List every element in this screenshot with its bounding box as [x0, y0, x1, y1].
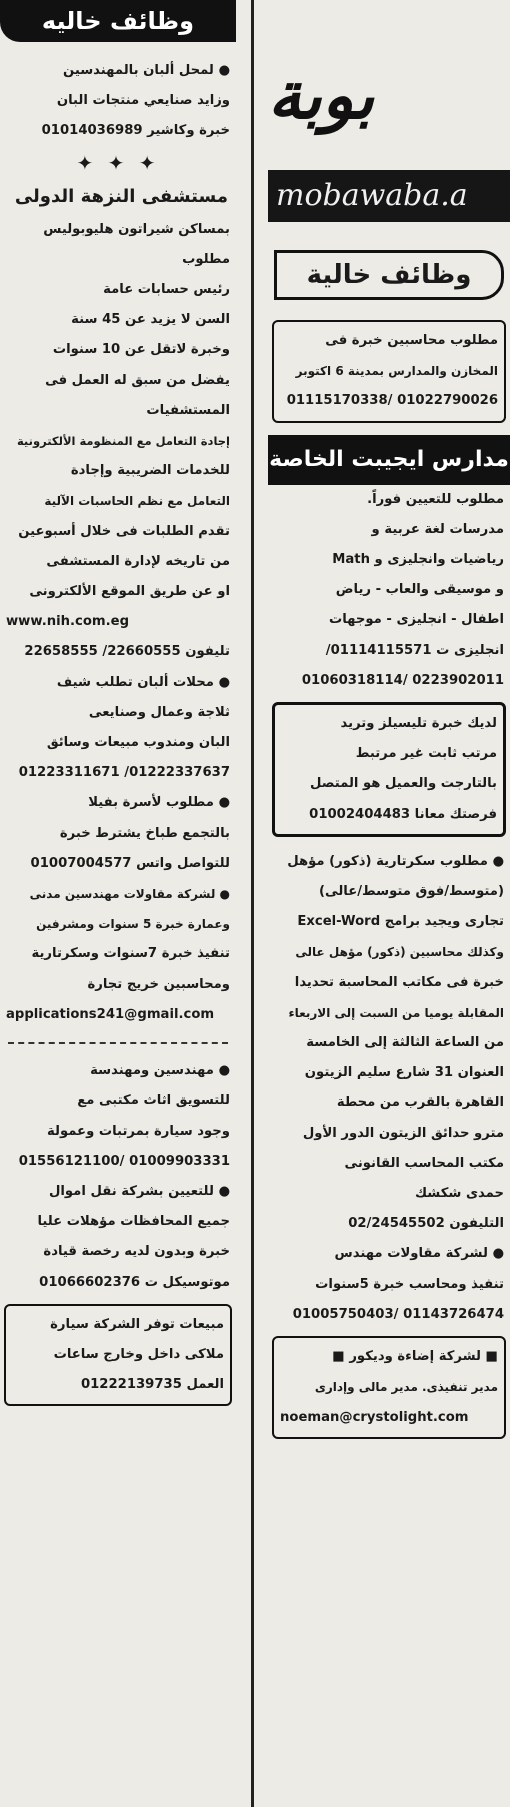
ad-dairy-shops: [0, 668, 236, 789]
contracting-email-link[interactable]: applications241@gmail.com: [6, 1006, 215, 1022]
column-2-header: وظائف خالية: [274, 250, 504, 300]
ad-line: مدرسات لغة عربية و: [371, 521, 504, 537]
ad-line: ■ لشركة إضاءة وديكور ■: [332, 1349, 498, 1365]
classifieds-column-2: [268, 250, 510, 1807]
ad-line: بالتارجت والعميل هو المتصل: [309, 776, 497, 792]
ad-line: مكتب المحاسب القانونى: [344, 1155, 504, 1171]
ad-hospital: [0, 179, 236, 668]
ad-line: وجود سيارة بمرتبات وعمولة: [47, 1123, 230, 1139]
ad-line: العنوان 31 شارع سليم الزيتون: [304, 1065, 504, 1081]
ad-line: وزايد صنايعي منتجات البان: [56, 93, 230, 109]
ad-line: رياضيات وانجليزى و Math: [332, 552, 504, 568]
ad-contracting: [0, 879, 236, 1030]
ad-line: التعامل مع نظم الحاسبات الآلية: [44, 494, 230, 509]
ad-line: من تاريخه لإدارة المستشفى: [46, 553, 230, 569]
ad-line: موتوسيكل ت 01066602376: [39, 1274, 230, 1290]
ad-line: 01222337637/ 01223311671: [18, 765, 230, 781]
ad-line: وكذلك محاسبين (ذكور) مؤهل عالى: [295, 945, 504, 960]
ad-line: يفضل من سبق له العمل فى: [45, 372, 230, 388]
ad-lighting-box: [272, 1336, 506, 1439]
ad-line: خبرة وكاشير 01014036989: [41, 123, 230, 139]
ad-line: البان ومندوب مبيعات وسائق: [46, 735, 230, 751]
ad-line: حمدى شكشك: [415, 1186, 504, 1202]
schools-header: مدارس ايجيبت الخاصة: [268, 435, 510, 485]
masthead-url[interactable]: mobawaba.a: [268, 170, 510, 222]
ad-line: رئيس حسابات عامة: [103, 282, 230, 298]
masthead-logo: بوبة: [268, 56, 375, 134]
ad-line: التليفون 02/24545502: [348, 1216, 504, 1232]
ad-line: وعمارة خبرة 5 سنوات ومشرفين: [36, 917, 230, 932]
ad-line: مطلوب: [182, 251, 230, 267]
ad-line: ● مهندسين ومهندسة: [90, 1063, 230, 1079]
ad-line: خبرة وبدون لديه رخصة قيادة: [43, 1244, 230, 1260]
ad-line: للتواصل واتس 01007004577: [30, 855, 230, 871]
ad-line: مرتب ثابت غير مرتبط: [355, 746, 497, 762]
hospital-website-link[interactable]: www.nih.com.eg: [6, 614, 130, 630]
ad-line: من الساعة الثالثة إلى الخامسة: [306, 1035, 504, 1051]
ad-line: تنفيذ خبرة 7سنوات وسكرتارية: [31, 946, 230, 962]
ad-line: جميع المحافظات مؤهلات عليا: [37, 1214, 230, 1230]
ad-line: لديك خبرة تليسيلز وتريد: [340, 716, 497, 732]
ad-line: اطفال - انجليزى - موجهات: [328, 612, 504, 628]
ad-line: ● لشركة مقاولات مهندسين مدنى: [29, 887, 230, 902]
ad-line: العمل 01222139735: [80, 1377, 224, 1393]
classifieds-column-1: [0, 0, 236, 1807]
ad-line: المخازن والمدارس بمدينة 6 اكتوبر: [295, 364, 498, 379]
ad-line: للتسويق اثاث مكتبى مع: [77, 1093, 230, 1109]
ad-line: انجليزى ت 01114115571/: [325, 642, 504, 658]
ad-line: ومحاسبين خريج تجارة: [87, 976, 230, 992]
ad-line: مترو حدائق الزيتون الدور الأول: [302, 1125, 504, 1141]
ad-line: تجارى ويجيد برامج Excel-Word: [297, 914, 504, 930]
ad-accountants-october: [272, 320, 506, 423]
ad-line: ● مطلوب سكرتارية (ذكور) مؤهل: [287, 853, 504, 869]
star-divider: ✦ ✦ ✦: [76, 150, 160, 175]
ad-line: مطلوب للتعيين فوراً.: [367, 491, 504, 507]
ad-secretary-accountants: [268, 847, 510, 1240]
hospital-title: مستشفى النزهة الدولى: [14, 185, 228, 207]
ad-schools: [268, 485, 510, 696]
ad-line: تنفيذ ومحاسب خبرة 5سنوات: [315, 1276, 504, 1292]
ad-line: مطلوب محاسبين خبرة فى: [325, 333, 498, 348]
ad-telesales-box: [272, 702, 506, 837]
ad-line: (متوسط/فوق متوسط/عالى): [318, 884, 504, 900]
ad-line: بالتجمع طباخ يشترط خبرة: [59, 825, 230, 841]
lighting-email-link[interactable]: noeman@crystolight.com: [280, 1409, 469, 1425]
ad-line: إجادة التعامل مع المنظومة الألكترونية: [16, 434, 230, 449]
ad-villa-cook: [0, 788, 236, 879]
column-1-header: وظائف خاليه: [0, 0, 236, 42]
ad-line: القاهرة بالقرب من محطة: [336, 1095, 504, 1111]
ad-line: 01143726474 /01005750403: [292, 1306, 504, 1322]
ad-line: 0223902011 /01060318114: [301, 672, 504, 688]
ad-contracting-engineer: [268, 1239, 510, 1330]
ad-line: خبرة فى مكاتب المحاسبة تحديدا: [294, 974, 504, 990]
ad-furniture-marketing: [0, 1056, 236, 1177]
ad-line: و موسيقى والعاب - رياض: [335, 582, 504, 598]
ad-line: فرصتك معانا 01002404483: [309, 806, 497, 822]
ad-line: مدير تنفيذى. مدير مالى وإدارى: [314, 1380, 498, 1395]
ad-dairy-engineers: [0, 56, 236, 147]
ad-cash-transport: [0, 1177, 236, 1298]
ad-line: ● مطلوب لأسرة بفيلا: [88, 795, 230, 811]
ad-line: ● لشركة مقاولات مهندس: [334, 1246, 504, 1262]
ad-line: او عن طريق الموقع الألكترونى: [29, 584, 230, 600]
ad-line: للخدمات الضريبية وإجادة: [70, 463, 230, 479]
ad-line: 01009903331 /01556121100: [18, 1153, 230, 1169]
column-divider: [251, 0, 254, 1807]
ad-line: المستشفيات: [146, 402, 230, 418]
ad-line: تقدم الطلبات فى خلال أسبوعين: [18, 523, 230, 539]
ad-sales-box: [4, 1304, 232, 1407]
ad-line: السن لا يزيد عن 45 سنة: [71, 312, 230, 328]
ad-line: 01022790026 /01115170338: [286, 393, 498, 409]
ad-line: المقابلة يوميا من السبت إلى الاربعاء: [288, 1005, 504, 1020]
ad-line: ● للتعيين بشركة نقل اموال: [48, 1183, 230, 1199]
ad-line: ثلاجة وعمال وصنايعى: [88, 704, 230, 720]
ad-line: ● لمحل ألبان بالمهندسين: [62, 63, 230, 78]
ad-line: ملاكى داخل وخارج ساعات: [53, 1346, 224, 1362]
ad-line: تليفون 22660555/ 22658555: [24, 644, 230, 660]
ad-line: ● محلات ألبان تطلب شيف: [56, 674, 230, 690]
ad-line: بمساكن شيراتون هليوبوليس: [43, 221, 230, 237]
dashed-divider: [8, 1042, 228, 1044]
ad-line: وخبرة لاتقل عن 10 سنوات: [52, 342, 230, 358]
ad-line: مبيعات توفر الشركة سيارة: [50, 1316, 224, 1332]
